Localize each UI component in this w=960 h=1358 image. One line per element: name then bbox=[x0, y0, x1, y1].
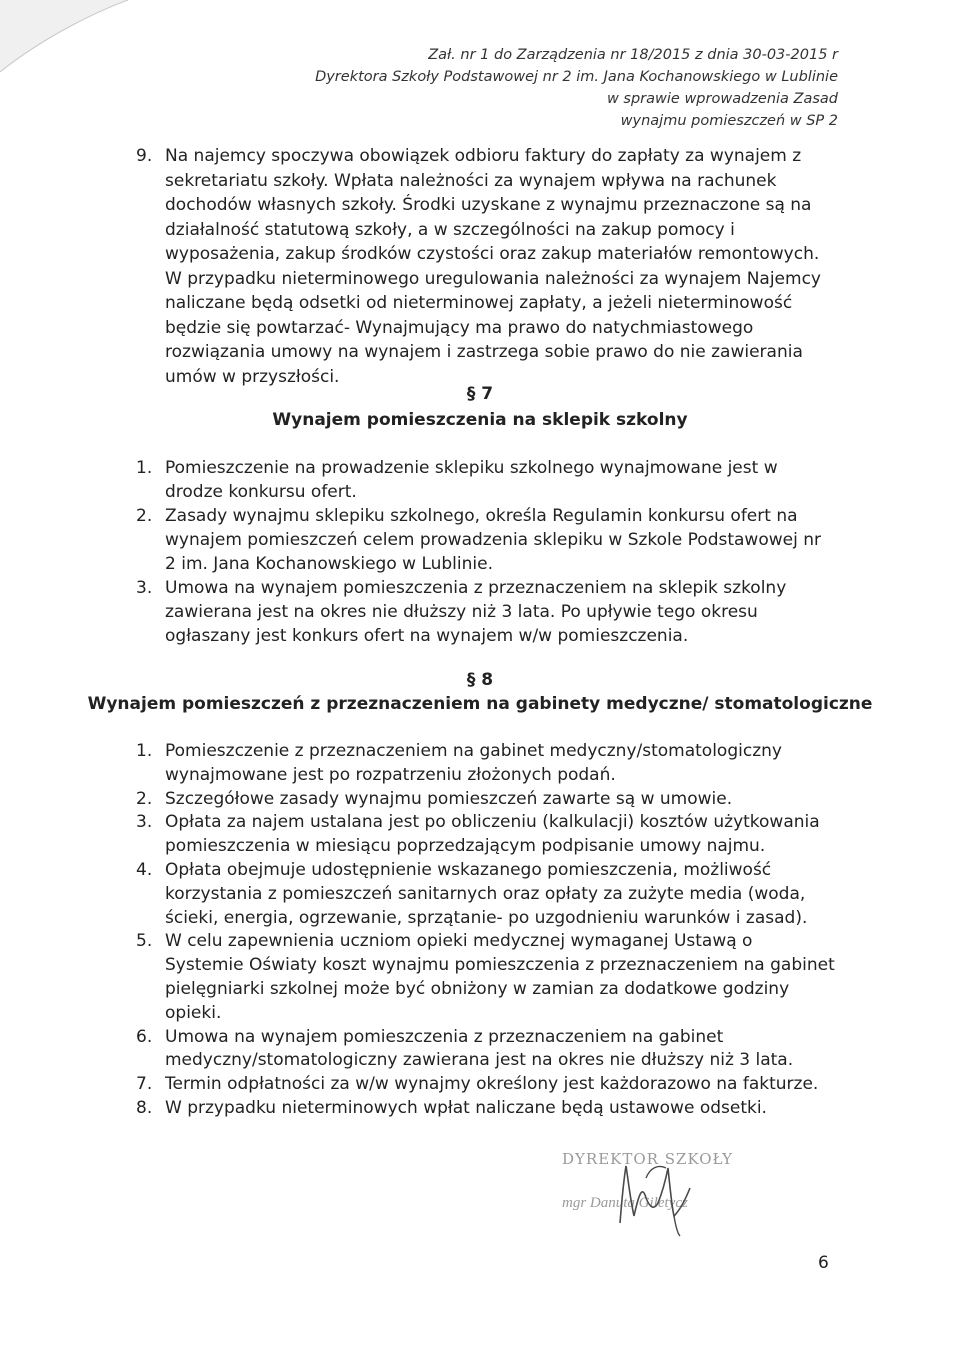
list-item-number: 9. bbox=[136, 146, 153, 166]
header-line: w sprawie wprowadzenia Zasad bbox=[606, 91, 838, 107]
list-item-text: W przypadku nieterminowych wpłat naliczane będą ustawowe odsetki. bbox=[165, 1097, 767, 1118]
list-item-text: Opłata za najem ustalana jest po obliczeniu (kalkulacji) kosztów użytkowania pomieszczenia w miesiącu poprzedzającym podpisanie umowy najmu. bbox=[165, 812, 820, 857]
section-7-title: Wynajem pomieszczenia na sklepik szkolny bbox=[272, 410, 688, 430]
list-item bbox=[136, 788, 836, 812]
section-8-list bbox=[136, 740, 836, 1121]
scan-corner-shadow bbox=[0, 0, 130, 80]
list-item-text: Szczegółowe zasady wynajmu pomieszczeń zawarte są w umowie. bbox=[165, 788, 733, 809]
section-8-number: § 8 bbox=[466, 670, 494, 690]
list-item-number: 8. bbox=[136, 1097, 153, 1118]
list-item-number: 4. bbox=[136, 859, 153, 880]
header-line: Dyrektora Szkoły Podstawowej nr 2 im. Jana Kochanowskiego w Lublinie bbox=[315, 69, 838, 85]
list-item-text: Pomieszczenie na prowadzenie sklepiku szkolnego wynajmowane jest w drodze konkursu ofert. bbox=[165, 458, 778, 502]
stamp-title: DYREKTOR SZKOŁY bbox=[562, 1150, 733, 1168]
list-item bbox=[136, 456, 826, 504]
list-item-number: 7. bbox=[136, 1074, 153, 1095]
section-8-title: Wynajem pomieszczeń z przeznaczeniem na gabinety medyczne/ stomatologiczne bbox=[87, 694, 873, 714]
list-item-number: 2. bbox=[136, 788, 153, 809]
page-number: 6 bbox=[818, 1253, 829, 1273]
handwritten-signature bbox=[550, 1138, 780, 1238]
list-item-text: Umowa na wynajem pomieszczenia z przeznaczeniem na sklepik szkolny zawierana jest na okres nie dłuższy niż 3 lata. Po upływie tego okresu ogłaszany jest konkurs ofert na wynajem w/w pomieszczenia. bbox=[165, 578, 787, 646]
stamp-name: mgr Danuta Giletycz bbox=[562, 1195, 688, 1211]
list-item-text: Pomieszczenie z przeznaczeniem na gabinet medyczny/stomatologiczny wynajmowane jest po rozpatrzeniu złożonych podań. bbox=[165, 741, 782, 785]
list-item-number: 1. bbox=[136, 741, 153, 761]
list-item bbox=[136, 859, 836, 930]
list-item-text: Termin odpłatności za w/w wynajmy określony jest każdorazowo na fakturze. bbox=[165, 1074, 819, 1095]
list-item-number: 3. bbox=[136, 578, 153, 598]
list-item-number: 6. bbox=[136, 1026, 153, 1047]
list-item-text: W celu zapewnienia uczniom opieki medycznej wymaganej Ustawą o Systemie Oświaty koszt wynajmu pomieszczenia z przeznaczeniem na gabinet pielęgniarki szkolnej może być obniżony w zamian za dodatkowe godziny opieki. bbox=[165, 931, 835, 1023]
list-item-text: Na najemcy spoczywa obowiązek odbioru faktury do zapłaty za wynajem z sekretariatu szkoły. Wpłata należności za wynajem wpływa na rachunek dochodów własnych szkoły. Środki uzyskane z wynajmu przeznaczone są na działalność statutową szkoły, a w szczególności na zakup pomocy i wyposażenia, zakup środków czystości oraz zakup materiałów remontowych. W przypadku nieterminowego uregulowania należności za wynajem Najemcy naliczane będą odsetki od nieterminowej zapłaty, a jeżeli nieterminowość będzie się powtarzać- Wynajmujący ma prawo do natychmiastowego rozwiązania umowy na wynajem i zastrzega sobie prawo do nie zawierania umów w przyszłości. bbox=[165, 146, 821, 387]
list-item-number: 5. bbox=[136, 931, 153, 952]
list-item bbox=[136, 576, 826, 648]
section-7-number: § 7 bbox=[466, 384, 494, 404]
list-item-text: Zasady wynajmu sklepiku szkolnego, określa Regulamin konkursu ofert na wynajem pomieszczeń celem prowadzenia sklepiku w Szkole Podstawowej nr 2 im. Jana Kochanowskiego w Lublinie. bbox=[165, 506, 821, 574]
list-item-text: Umowa na wynajem pomieszczenia z przeznaczeniem na gabinet medyczny/stomatologiczny zawierana jest na okres nie dłuższy niż 3 lata. bbox=[165, 1026, 794, 1071]
list-item bbox=[136, 1026, 836, 1074]
header-note bbox=[315, 44, 838, 132]
paragraph-9-list bbox=[136, 144, 836, 389]
list-item-number: 2. bbox=[136, 506, 153, 526]
list-item bbox=[136, 1073, 836, 1097]
header-line: wynajmu pomieszczeń w SP 2 bbox=[620, 113, 838, 129]
list-item bbox=[136, 144, 836, 389]
list-item bbox=[136, 811, 836, 859]
section-7-list bbox=[136, 456, 826, 648]
header-line: Zał. nr 1 do Zarządzenia nr 18/2015 z dnia 30-03-2015 r bbox=[428, 47, 838, 63]
list-item-text: Opłata obejmuje udostępnienie wskazanego pomieszczenia, możliwość korzystania z pomieszczeń sanitarnych oraz opłaty za zużyte media (woda, ścieki, energia, ogrzewanie, sprzątanie- po uzgodnieniu warunków i zasad). bbox=[165, 859, 808, 928]
list-item-number: 3. bbox=[136, 812, 153, 833]
list-item bbox=[136, 504, 826, 576]
list-item-number: 1. bbox=[136, 458, 153, 478]
list-item bbox=[136, 740, 836, 788]
list-item bbox=[136, 930, 836, 1025]
list-item bbox=[136, 1097, 836, 1121]
